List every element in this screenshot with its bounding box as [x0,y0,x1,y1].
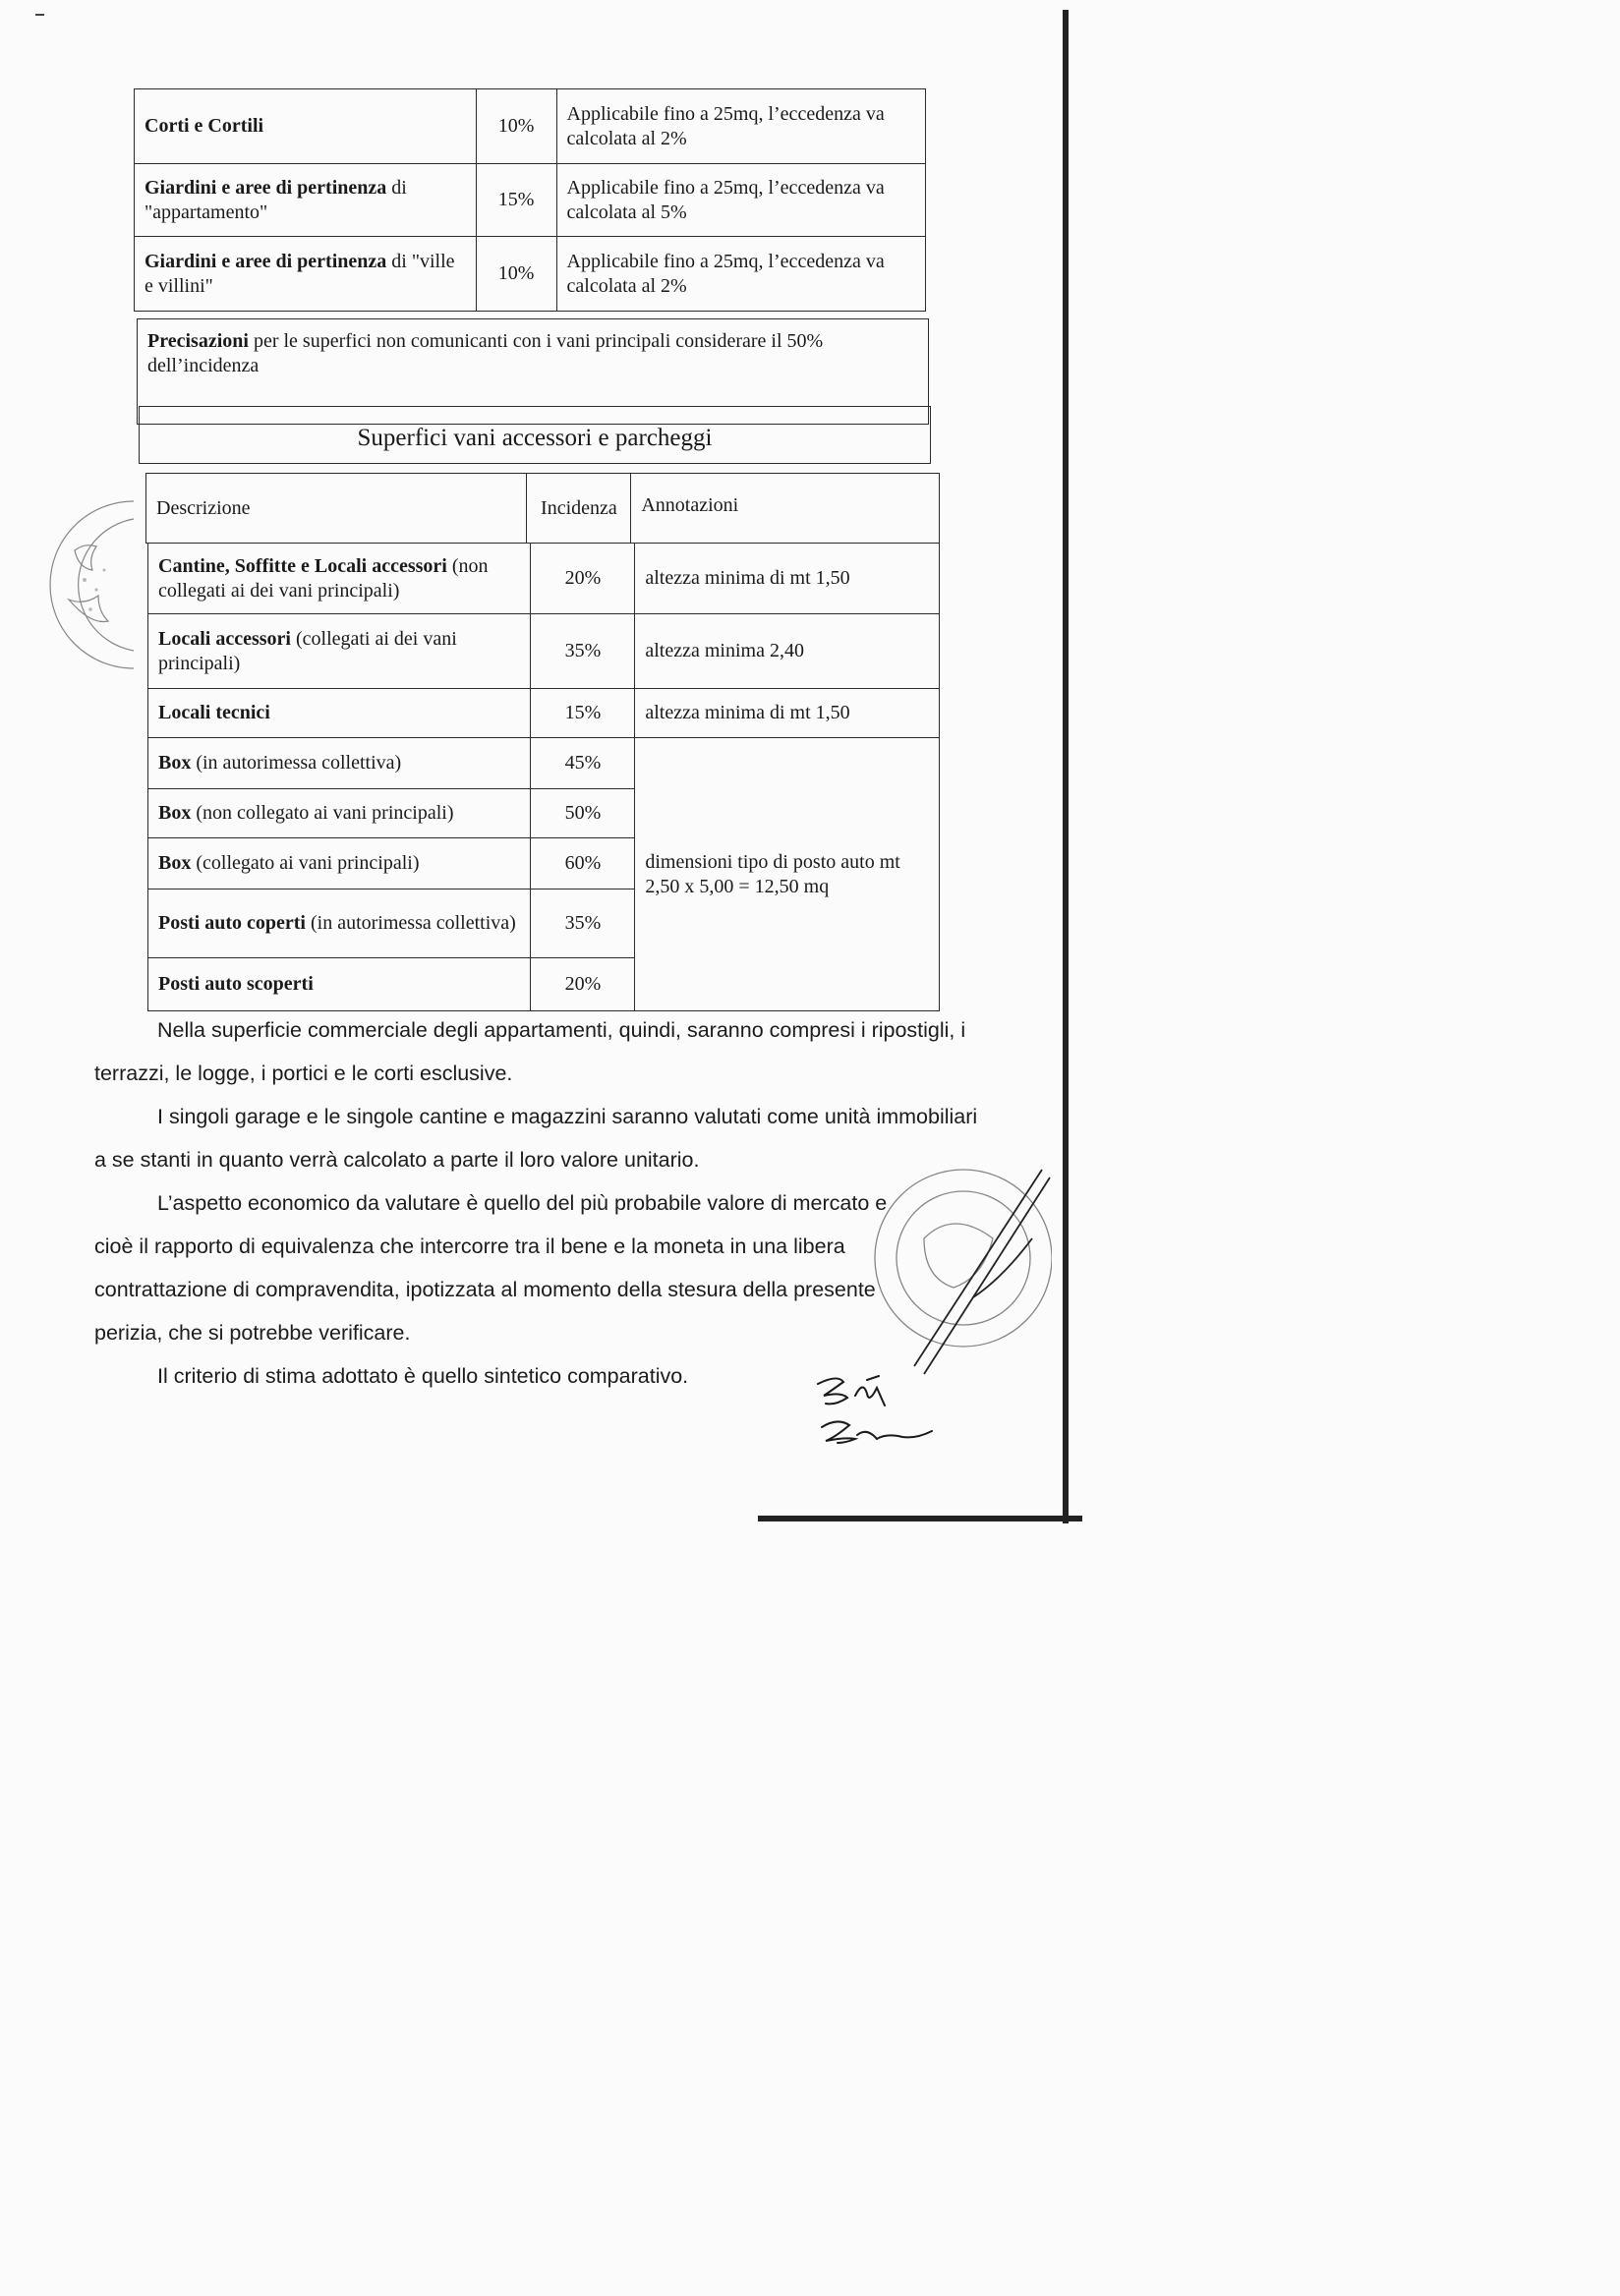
header-annotazioni: Annotazioni [631,474,940,544]
row-description: Box (collegato ai vani principali) [148,838,531,890]
body-text [94,1008,979,1398]
row-description: Box (in autorimessa collettiva) [148,738,531,789]
row-incidence: 20% [531,544,635,614]
paragraph: Nella superficie commerciale degli appartamenti, quindi, saranno compresi i ripostigli, i terrazzi, le logge, i portici e le corti esclusive. [94,1018,966,1085]
precisazioni-text: Precisazioni per le superfici non comunicanti con i vani principali considerare il 50% dell’incidenza [138,319,929,425]
table-row [148,544,940,614]
table-row [135,164,926,237]
row-incidence: 35% [531,890,635,958]
table-row [135,89,926,164]
section-title: Superfici vani accessori e parcheggi [140,407,931,464]
document-page [0,0,1082,1533]
notary-stamp-right-icon [855,1150,1052,1376]
row-note: Applicabile fino a 25mq, l’eccedenza va calcolata al 5% [556,164,925,237]
row-incidence: 15% [531,689,635,738]
table-row [135,237,926,312]
section-title-box [139,406,931,464]
row-note: Applicabile fino a 25mq, l’eccedenza va calcolata al 2% [556,89,925,164]
row-description: Cantine, Soffitte e Locali accessori (non collegati ai dei vani principali) [148,544,531,614]
row-description: Box (non collegato ai vani principali) [148,789,531,838]
scan-mark [35,14,44,16]
table-row [148,614,940,689]
accessori-header [145,473,940,544]
scan-edge-right [1063,10,1069,1523]
signature-icon [808,1366,946,1464]
scan-edge-bottom [758,1516,1082,1521]
row-incidence: 45% [531,738,635,789]
header-descrizione: Descrizione [146,474,527,544]
accessori-table [147,543,940,1011]
row-incidence: 60% [531,838,635,890]
row-incidence: 10% [476,89,556,164]
row-note: altezza minima 2,40 [635,614,940,689]
row-description: Giardini e aree di pertinenza di "appartamento" [135,164,477,237]
table-row [148,738,940,789]
row-incidence: 35% [531,614,635,689]
parking-note: dimensioni tipo di posto auto mt 2,50 x 5,00 = 12,50 mq [635,738,940,1011]
paragraph: Il criterio di stima adottato è quello sintetico comparativo. [157,1364,689,1388]
row-description: Locali tecnici [148,689,531,738]
row-description: Posti auto scoperti [148,958,531,1011]
row-description: Corti e Cortili [135,89,477,164]
paragraph: L’aspetto economico da valutare è quello del più probabile valore di mercato e cioè il rapporto di equivalenza che intercorre tra il bene e la moneta in una libera contrattazione di compravendita, ipotizzata al momento della stesura della presente perizia, che si potrebbe verificare. [94,1191,888,1345]
notary-stamp-left-icon [45,491,134,678]
table-row [148,689,940,738]
row-description: Locali accessori (collegati ai dei vani principali) [148,614,531,689]
row-description: Posti auto coperti (in autorimessa collettiva) [148,890,531,958]
row-incidence: 15% [476,164,556,237]
row-description: Giardini e aree di pertinenza di "ville e villini" [135,237,477,312]
row-note: altezza minima di mt 1,50 [635,544,940,614]
row-note: altezza minima di mt 1,50 [635,689,940,738]
row-incidence: 10% [476,237,556,312]
header-incidenza: Incidenza [527,474,631,544]
paragraph: I singoli garage e le singole cantine e magazzini saranno valutati come unità immobiliari a se stanti in quanto verrà calcolato a parte il loro valore unitario. [94,1105,978,1172]
row-incidence: 20% [531,958,635,1011]
pertinenze-table [134,88,926,312]
row-note: Applicabile fino a 25mq, l’eccedenza va calcolata al 2% [556,237,925,312]
row-incidence: 50% [531,789,635,838]
